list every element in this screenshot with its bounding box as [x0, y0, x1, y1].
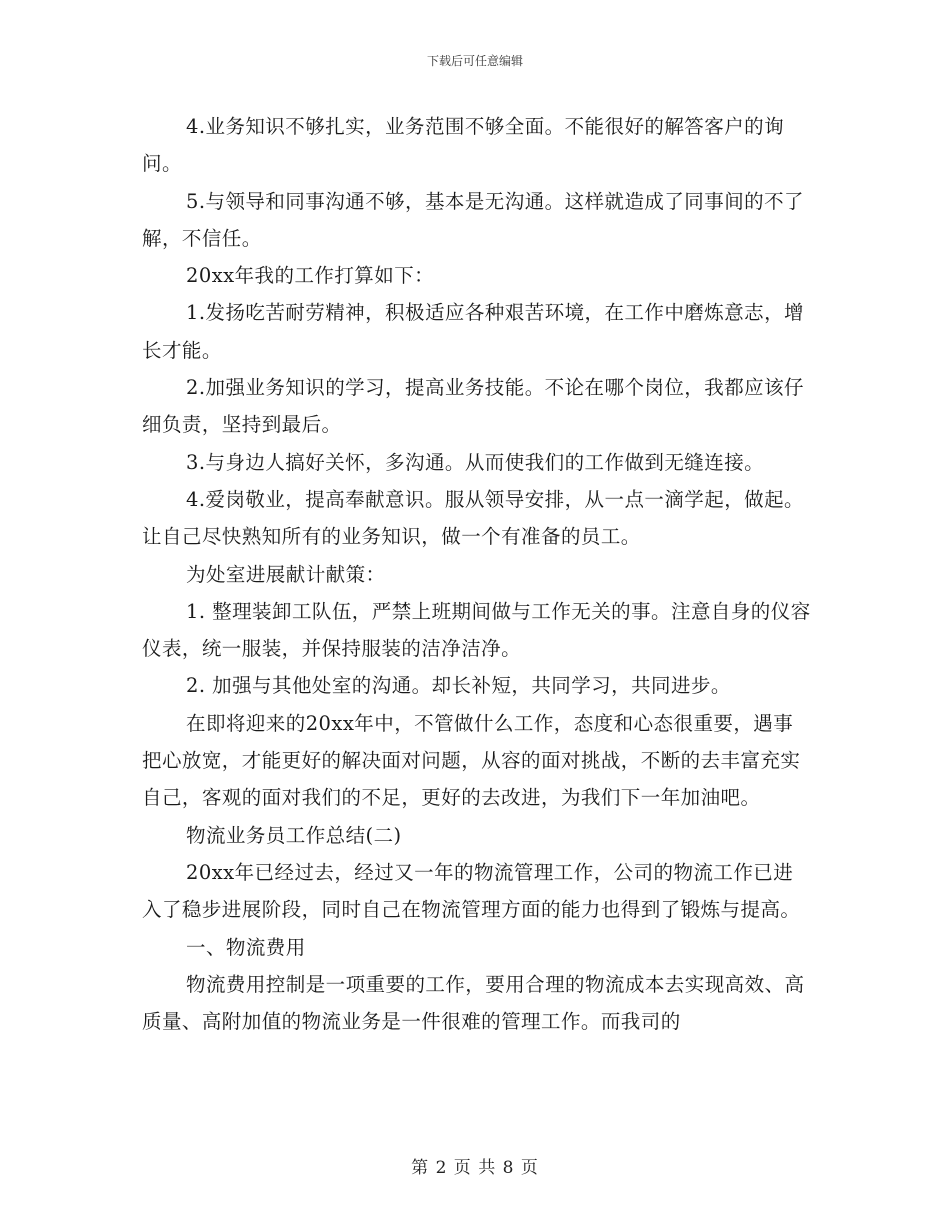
document-body	[142, 108, 812, 1040]
paragraph: 物流费用控制是一项重要的工作，要用合理的物流成本去实现高效、高质量、高附加值的物流业务是一件很难的管理工作。而我司的	[142, 972, 805, 1034]
page-header-note: 下载后可任意编辑	[426, 54, 523, 68]
paragraph: 在即将迎来的20xx年中，不管做什么工作，态度和心态很重要，遇事把心放宽，才能更好的解决面对问题，从容的面对挑战，不断的去丰富充实自己，客观的面对我们的不足，更好的去改进，为我们下一年加油吧。	[142, 711, 801, 810]
paragraph: 5.与领导和同事沟通不够，基本是无沟通。这样就造成了同事间的不了解，不信任。	[142, 189, 805, 250]
paragraph: 3.与身边人搞好关怀，多沟通。从而使我们的工作做到无缝连接。	[186, 450, 765, 474]
paragraph: 20xx年我的工作打算如下：	[186, 264, 435, 288]
paragraph: 4.爱岗敬业，提高奉献意识。服从领导安排，从一点一滴学起，做起。让自己尽快熟知所有的业务知识，做一个有准备的员工。	[142, 487, 805, 549]
paragraph: 1. 整理装卸工队伍，严禁上班期间做与工作无关的事。注意自身的仪容仪表，统一服装，并保持服装的洁净洁净。	[142, 599, 811, 661]
section-heading: 一、物流费用	[186, 935, 306, 959]
paragraph: 2.加强业务知识的学习，提高业务技能。不论在哪个岗位，我都应该仔细负责，坚持到最后。	[142, 376, 805, 437]
paragraph: 1.发扬吃苦耐劳精神，积极适应各种艰苦环境，在工作中磨炼意志，增长才能。	[142, 301, 805, 362]
paragraph: 20xx年已经过去，经过又一年的物流管理工作，公司的物流工作已进入了稳步进展阶段，同时自己在物流管理方面的能力也得到了锻炼与提高。	[142, 860, 801, 922]
paragraph: 为处室进展献计献策：	[186, 562, 386, 586]
paragraph: 4.业务知识不够扎实，业务范围不够全面。不能很好的解答客户的询问。	[142, 115, 785, 176]
section-title: 物流业务员工作总结(二)	[186, 823, 402, 847]
paragraph: 2. 加强与其他处室的沟通。却长补短，共同学习，共同进步。	[186, 674, 731, 698]
page-indicator: 第 2 页 共 8 页	[411, 1158, 539, 1178]
